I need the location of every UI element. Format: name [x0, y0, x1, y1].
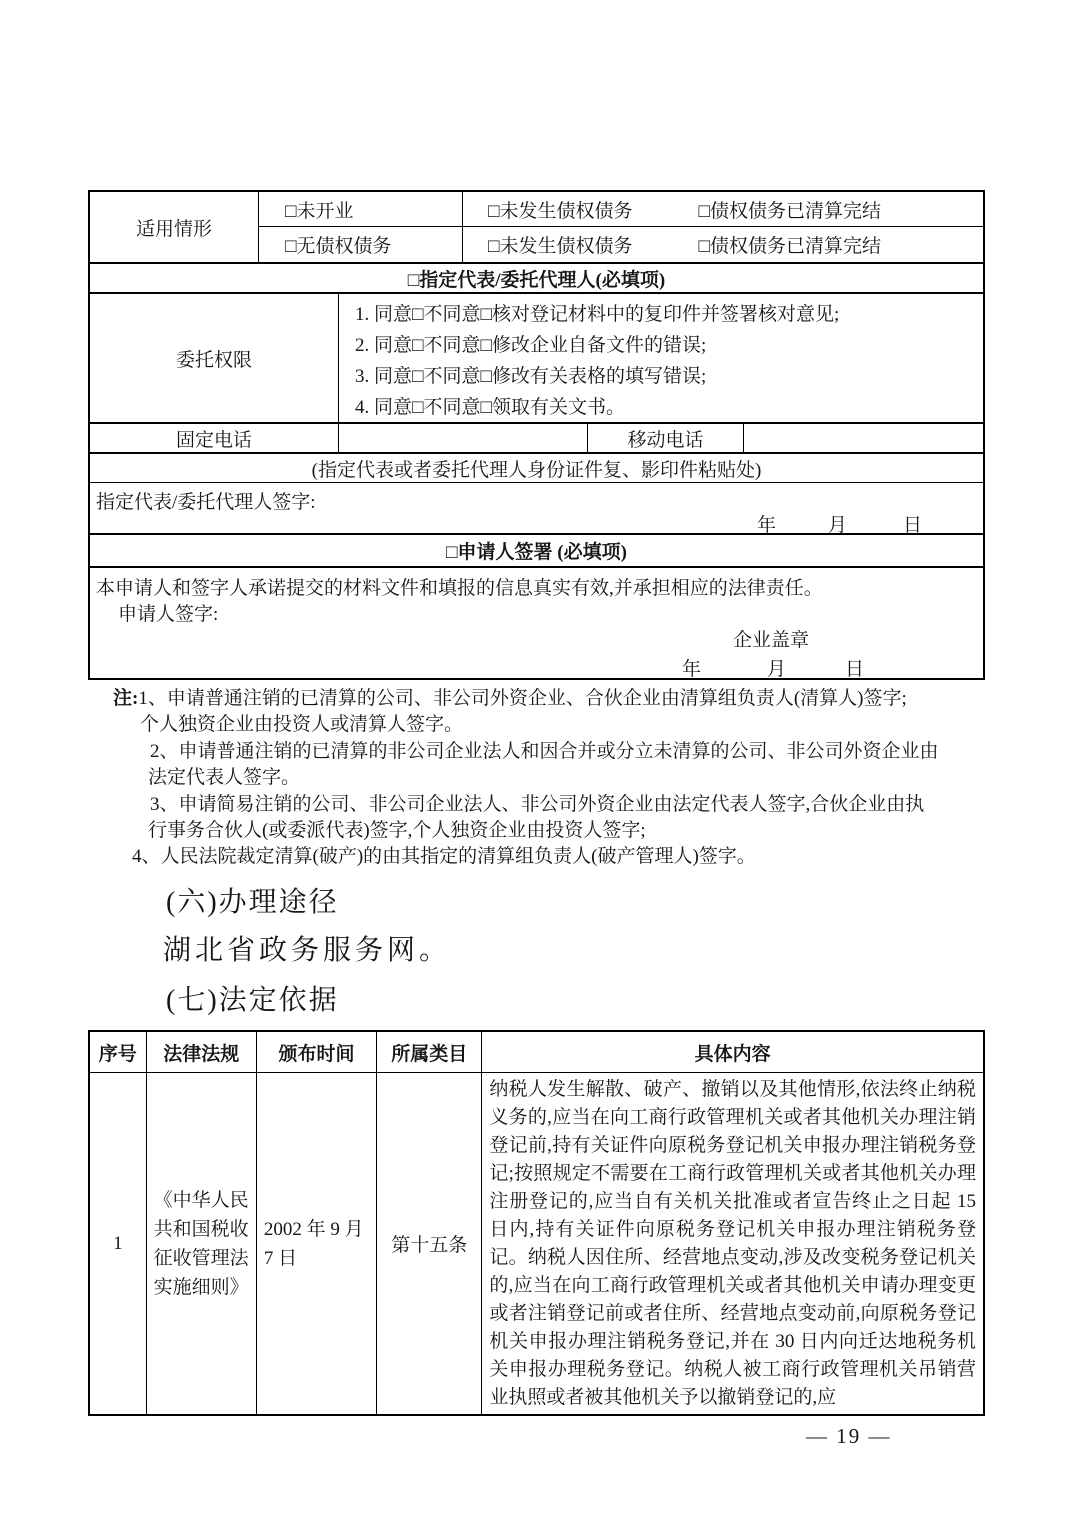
commitment-statement: 本申请人和签字人承诺提交的材料文件和填报的信息真实有效,并承担相应的法律责任。 — [96, 578, 823, 599]
cell-serial-number: 1 — [89, 1073, 146, 1416]
applicable-situation-rows — [90, 192, 983, 262]
application-form-table — [88, 190, 985, 680]
footnote-text-1: 1、申请普通注销的已清算的公司、非公司外资企业、合伙企业由清算组负责人(清算人)签字; — [138, 688, 907, 709]
delegation-item-3: 3. 同意□不同意□修改有关表格的填写错误; — [355, 366, 707, 387]
checkbox-not-opened-text: □未开业 — [285, 200, 354, 222]
cell-specific-content: 纳税人发生解散、破产、撤销以及其他情形,依法终止纳税义务的,应当在向工商行政管理机关或者其他机关办理注销登记前,持有关证件向原税务登记机关申报办理注销税务登记;按照规定不需要在工商行政管理机关或者其他机关办理注册登记的,应当自有关机关批准或者宣告终止之日起 15 日内,持有关证件向原税务登记机关申报办理注销税务登记。纳税人因住所、经营地点变动,涉及改变税务登记机关的,应当在向工商行政管理机关或者其他机关申请办理变更或者注销登记前或者住所、经营地点变动前,向原税务登记机关申报办理注销税务登记,并在 30 日内向迁达地税务机关申报办理税务登记。纳税人被工商行政管理机关吊销营业执照或者被其他机关予以撤销登记的,应 — [482, 1073, 984, 1416]
representative-signature-label: 指定代表/委托代理人签字: — [96, 492, 316, 513]
header-category: 所属类目 — [377, 1031, 482, 1073]
cell-category: 第十五条 — [377, 1073, 482, 1416]
checkbox-claims-settled: □债权债务已清算完结 — [698, 200, 881, 222]
fixed-phone-value — [339, 424, 588, 452]
date-month-label: 月 — [828, 515, 848, 536]
checkbox-no-claims-debts — [259, 227, 463, 262]
legal-basis-row — [89, 1073, 984, 1416]
applicant-signature-header: □申请人签署 (必填项) — [90, 533, 983, 566]
representative-signature-row — [90, 482, 983, 536]
footnote-label: 注: — [113, 688, 139, 709]
phone-row — [90, 422, 983, 452]
footnote-line-7: 4、人民法院裁定清算(破产)的由其指定的清算组负责人(破产管理人)签字。 — [132, 846, 756, 868]
page-number: — 19 — — [806, 1424, 892, 1448]
designated-representative-header: □指定代表/委托代理人(必填项) — [90, 262, 983, 294]
footnote-line-2: 个人独资企业由投资人或清算人签字。 — [140, 714, 464, 736]
section-seven-title: (七)法定依据 — [166, 985, 339, 1016]
header-specific-content: 具体内容 — [482, 1031, 984, 1073]
section-six-body: 湖北省政务服务网。 — [163, 935, 452, 966]
date-day-label: 日 — [903, 515, 923, 536]
legal-basis-table — [88, 1030, 985, 1416]
delegation-authority-items — [339, 294, 983, 423]
delegation-authority-row — [90, 294, 983, 422]
applicant-sign-label: 申请人签字: — [118, 604, 219, 625]
applicant-signature-block — [90, 566, 983, 680]
delegation-item-1: 1. 同意□不同意□核对登记材料中的复印件并签署核对意见; — [355, 304, 840, 325]
fixed-phone-label: 固定电话 — [90, 424, 339, 452]
date-year-label: 年 — [757, 515, 777, 536]
date-day-label: 日 — [845, 659, 865, 680]
checkbox-no-claims-occurred-2: □未发生债权债务 — [488, 236, 633, 257]
section-six-title: (六)办理途径 — [166, 887, 339, 918]
footnote-line-5: 3、申请简易注销的公司、非公司企业法人、非公司外资企业由法定代表人签字,合伙企业由执 — [150, 793, 925, 815]
cell-law-name: 《中华人民共和国税收征收管理法实施细则》 — [146, 1073, 256, 1416]
applicant-date-line — [90, 654, 983, 680]
id-paste-area: (指定代表或者委托代理人身份证件复、影印件粘贴处) — [90, 452, 983, 482]
date-year-label: 年 — [682, 659, 702, 680]
checkbox-group-row2 — [463, 227, 983, 262]
header-serial-number: 序号 — [89, 1031, 146, 1073]
mobile-phone-value — [744, 424, 983, 452]
checkbox-no-claims-occurred: □未发生债权债务 — [488, 200, 633, 222]
footnote-line-1 — [0, 686, 1074, 712]
mobile-phone-label: 移动电话 — [588, 424, 744, 452]
checkbox-no-claims-debts-text: □无债权债务 — [285, 236, 392, 257]
footnote-line-6: 行事务合伙人(或委派代表)签字,个人独资企业由投资人签字; — [148, 819, 646, 841]
cell-promulgation-date: 2002 年 9 月 7 日 — [256, 1073, 376, 1416]
header-law: 法律法规 — [146, 1031, 256, 1073]
footnote-line-4: 法定代表人签字。 — [148, 767, 301, 789]
footnotes — [0, 686, 1074, 871]
delegation-item-2: 2. 同意□不同意□修改企业自备文件的错误; — [355, 335, 707, 356]
delegation-item-4: 4. 同意□不同意□领取有关文书。 — [355, 397, 625, 418]
checkbox-group-row1 — [463, 192, 983, 227]
header-promulgation-date: 颁布时间 — [256, 1031, 376, 1073]
delegation-authority-label: 委托权限 — [90, 294, 339, 423]
applicable-situation-label-text: 适用情形 — [135, 218, 212, 240]
company-seal-label: 企业盖章 — [733, 630, 810, 651]
checkbox-claims-settled-2: □债权债务已清算完结 — [698, 236, 881, 257]
checkbox-not-opened — [259, 192, 463, 227]
legal-basis-header-row — [89, 1031, 984, 1073]
date-month-label: 月 — [767, 659, 787, 680]
applicable-situation-label — [90, 192, 259, 262]
footnote-line-3: 2、申请普通注销的已清算的非公司企业法人和因合并或分立未清算的公司、非公司外资企业由 — [150, 740, 939, 762]
